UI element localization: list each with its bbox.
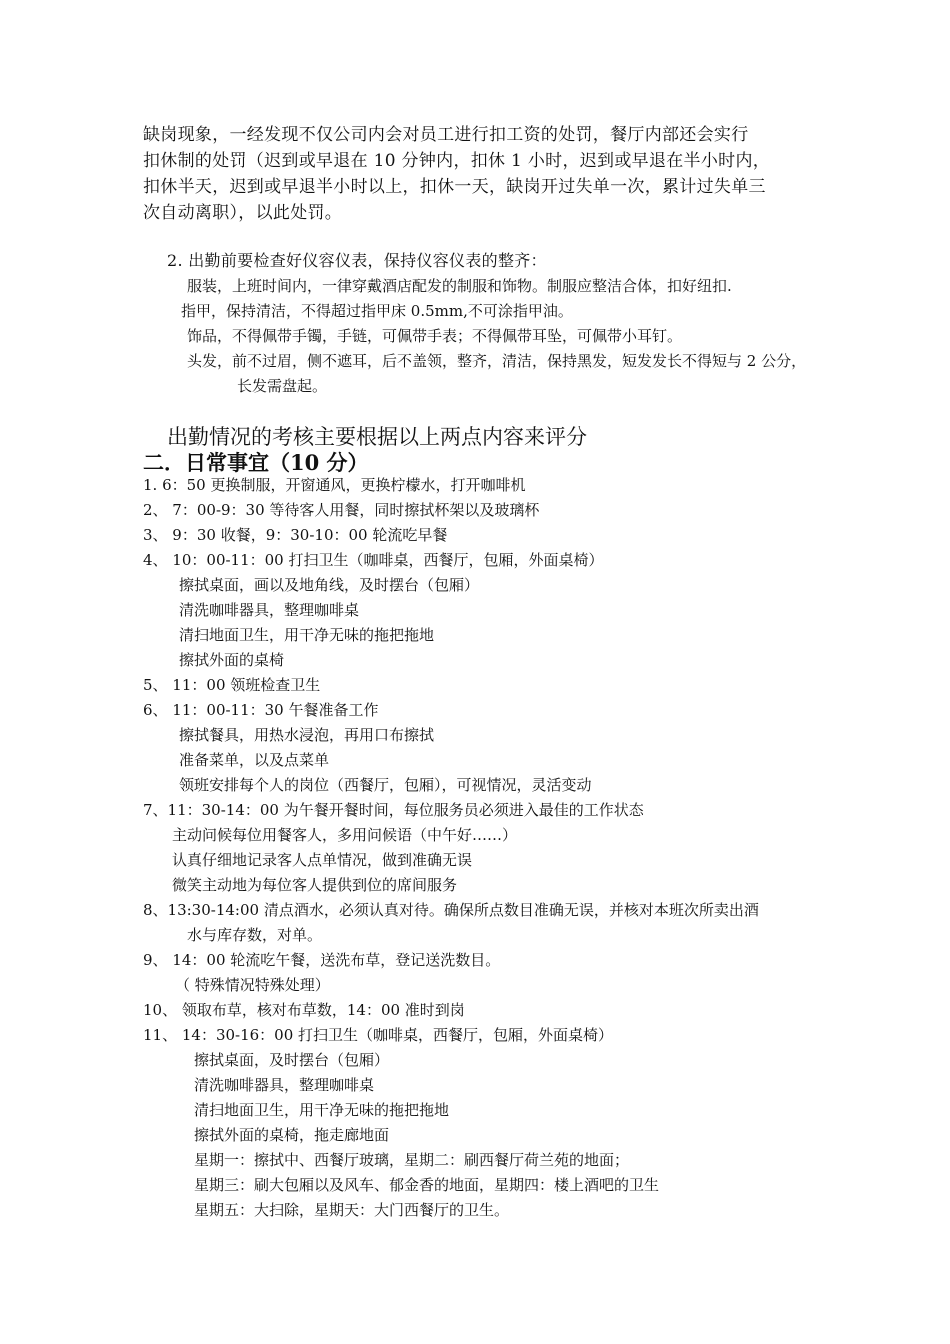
list-item: 11、 14：30-16：00 打扫卫生（咖啡桌，西餐厅，包厢，外面桌椅） — [143, 1026, 614, 1044]
list-item: 1. 6：50 更换制服，开窗通风，更换柠檬水，打开咖啡机 — [143, 476, 526, 494]
list-subitem: 水与库存数，对单。 — [187, 926, 323, 944]
list-subitem: （ 特殊情况特殊处理） — [175, 976, 330, 994]
list-subitem: 清扫地面卫生，用干净无味的拖把拖地 — [179, 626, 435, 644]
list-item: 4、 10：00-11：00 打扫卫生（咖啡桌，西餐厅，包厢，外面桌椅） — [143, 551, 604, 569]
list-subitem: 擦拭桌面，画以及地角线，及时摆台（包厢） — [179, 576, 480, 594]
list-subitem: 清扫地面卫生，用干净无味的拖把拖地 — [194, 1101, 450, 1119]
intro-line: 次自动离职），以此处罚。 — [143, 203, 343, 223]
list-subitem: 星期一：擦拭中、西餐厅玻璃，星期二：刷西餐厅荷兰苑的地面； — [194, 1151, 630, 1169]
list-subitem: 认真仔细地记录客人点单情况，做到准确无误 — [172, 851, 473, 869]
list-item: 2、 7：00-9：30 等待客人用餐，同时擦拭杯架以及玻璃杯 — [143, 501, 540, 519]
appearance-item: 饰品，不得佩带手镯，手链，可佩带手表；不得佩带耳坠，可佩带小耳钉。 — [187, 327, 683, 345]
list-subitem: 擦拭餐具，用热水浸泡，再用口布擦拭 — [179, 726, 435, 744]
appearance-item: 指甲，保持清洁，不得超过指甲床 0.5mm,不可涂指甲油。 — [181, 302, 573, 320]
list-item: 6、 11：00-11：30 午餐准备工作 — [143, 701, 379, 719]
list-item: 7、11：30-14：00 为午餐开餐时间，每位服务员必须进入最佳的工作状态 — [143, 801, 644, 819]
intro-line: 缺岗现象，一经发现不仅公司内会对员工进行扣工资的处罚，餐厅内部还会实行 — [143, 125, 749, 145]
list-subitem: 准备菜单，以及点菜单 — [179, 751, 330, 769]
list-subitem: 微笑主动地为每位客人提供到位的席间服务 — [172, 876, 458, 894]
list-item: 5、 11：00 领班检查卫生 — [143, 676, 321, 694]
list-item: 10、 领取布草，核对布草数，14：00 准时到岗 — [143, 1001, 465, 1019]
list-subitem: 擦拭桌面，及时摆台（包厢） — [194, 1051, 390, 1069]
list-item: 3、 9：30 收餐，9：30-10：00 轮流吃早餐 — [143, 526, 448, 544]
section-heading: 2. 出勤前要检查好仪容仪表，保持仪容仪表的整齐： — [167, 251, 547, 270]
intro-line: 扣休半天，迟到或早退半小时以上，扣休一天，缺岗开过失单一次，累计过失单三 — [143, 177, 766, 197]
list-subitem: 擦拭外面的桌椅 — [179, 651, 285, 669]
list-subitem: 擦拭外面的桌椅，拖走廊地面 — [194, 1126, 390, 1144]
list-subitem: 星期三：刷大包厢以及风车、郁金香的地面，星期四：楼上酒吧的卫生 — [194, 1176, 660, 1194]
intro-line: 扣休制的处罚（迟到或早退在 10 分钟内，扣休 1 小时，迟到或早退在半小时内， — [143, 151, 771, 171]
list-subitem: 清洗咖啡器具，整理咖啡桌 — [194, 1076, 375, 1094]
appearance-item: 头发，前不过眉，侧不遮耳，后不盖领，整齐，清洁，保持黑发，短发发长不得短与 2 公分， — [187, 352, 807, 370]
list-subitem: 清洗咖啡器具，整理咖啡桌 — [179, 601, 360, 619]
appearance-item: 长发需盘起。 — [237, 377, 328, 395]
appearance-item: 服装，上班时间内，一律穿戴酒店配发的制服和饰物。制服应整洁合体，扣好纽扣. — [187, 277, 732, 295]
assessment-note: 出勤情况的考核主要根据以上两点内容来评分 — [167, 425, 587, 449]
list-subitem: 主动问候每位用餐客人，多用问候语（中午好……） — [172, 826, 518, 844]
section-title: 二．日常事宜（10 分） — [143, 450, 369, 475]
list-subitem: 星期五：大扫除，星期天：大门西餐厅的卫生。 — [194, 1201, 510, 1219]
list-item: 8、13:30-14:00 清点酒水，必须认真对待。确保所点数目准确无误，并核对本班次所卖出酒 — [143, 901, 759, 919]
list-subitem: 领班安排每个人的岗位（西餐厅，包厢），可视情况，灵活变动 — [179, 776, 592, 794]
list-item: 9、 14：00 轮流吃午餐，送洗布草，登记送洗数目。 — [143, 951, 501, 969]
